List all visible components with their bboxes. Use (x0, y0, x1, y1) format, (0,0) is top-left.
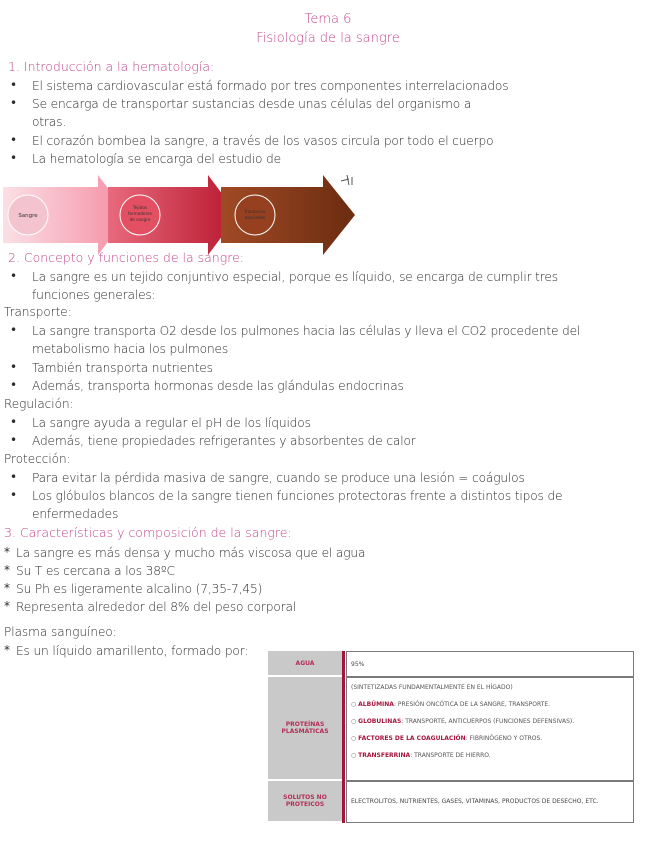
accent-bar (342, 781, 345, 823)
table-header-agua: AGUA (268, 651, 342, 677)
item-name: GLOBULINAS (358, 718, 402, 725)
proteccion-bullet-2-cont: enfermedades (32, 507, 119, 521)
s1-bullet-1: El sistema cardiovascular está formado por tres componentes interrelacionados (32, 79, 509, 93)
list-item: ○ FACTORES DE LA COAGULACIÓN: FIBRINÓGENO Y OTROS. (351, 735, 543, 742)
page-subtitle: Fisiología de la sangre (256, 31, 400, 46)
table-value-agua: 95% (346, 651, 634, 677)
table-header-solutos: SOLUTOS NO PROTEICOS (268, 781, 342, 823)
proteccion-bullet-2: Los glóbulos blancos de la sangre tienen funciones protectoras frente a distintos tipos de (32, 489, 563, 503)
transporte-bullet-1: La sangre transporta O2 desde los pulmones hacia las células y lleva el CO2 procedente del (32, 324, 581, 338)
bullet-dot: • (10, 415, 18, 429)
table-row (268, 781, 634, 823)
proteinas-intro: (SINTETIZADAS FUNDAMENTALMENTE EN EL HÍGADO) (351, 684, 513, 691)
list-item: ○ GLOBULINAS: TRANSPORTE, ANTICUERPOS (FUNCIONES DEFENSIVAS). (351, 718, 575, 725)
item-desc: : TRANSPORTE DE HIERRO. (410, 752, 491, 759)
section-2-heading: 2. Concepto y funciones de la sangre: (8, 250, 244, 265)
diagram-step-1-label: Sangre (18, 213, 38, 219)
regulacion-bullet-1: La sangre ayuda a regular el pH de los líquidos (32, 416, 311, 430)
item-name: ALBÚMINA (358, 701, 394, 708)
table-value-solutos: ELECTROLITOS, NUTRIENTES, GASES, VITAMINAS, PRODUCTOS DE DESECHO, ETC. (346, 781, 634, 823)
bullet-dot: • (10, 133, 18, 147)
transporte-bullet-3: Además, transporta hormonas desde las glándulas endocrinas (32, 379, 404, 393)
item-name: FACTORES DE LA COAGULACIÓN (358, 735, 466, 742)
bullet-dot: • (10, 269, 18, 283)
s3-bullet-2: Su T es cercana a los 38ºC (16, 564, 175, 578)
table-header-proteinas: PROTEÍNAS PLASMÁTICAS (268, 677, 342, 781)
s3-bullet-3: Su Ph es ligeramente alcalino (7,35-7,45) (16, 582, 263, 596)
bullet-dot: • (10, 433, 18, 447)
s2-intro-1: La sangre es un tejido conjuntivo especial, porque es líquido, se encarga de cumplir tres (32, 270, 558, 284)
bullet-dot: • (10, 151, 18, 165)
proteccion-bullet-1: Para evitar la pérdida masiva de sangre, cuando se produce una lesión = coágulos (32, 471, 525, 485)
bullet-dot: • (10, 323, 18, 337)
list-item: ○ TRANSFERRINA: TRANSPORTE DE HIERRO. (351, 752, 491, 759)
s1-bullet-3: El corazón bombea la sangre, a través de los vasos circula por todo el cuerpo (32, 134, 494, 148)
item-name: TRANSFERRINA (358, 752, 411, 759)
bullet-dot: • (10, 378, 18, 392)
item-desc: : FIBRINÓGENO Y OTROS. (465, 735, 543, 742)
asterisk-bullet: * (4, 581, 10, 595)
s1-bullet-4: La hematología se encarga del estudio de (32, 152, 281, 166)
bullet-dot: • (10, 360, 18, 374)
section-1-heading: 1. Introducción a la hematología: (8, 59, 215, 74)
pencil-mark-icon (341, 175, 352, 185)
transporte-bullet-2: También transporta nutrientes (32, 361, 213, 375)
table-row (268, 677, 634, 781)
s3-bullet-4: Representa alrededor del 8% del peso corporal (16, 600, 297, 614)
bullet-dot: • (10, 96, 18, 110)
plasma-composition-table (268, 651, 634, 823)
asterisk-bullet: * (4, 643, 10, 657)
list-item: ○ ALBÚMINA: PRESIÓN ONCÓTICA DE LA SANGRE, TRANSPORTE. (351, 701, 551, 708)
item-desc: : PRESIÓN ONCÓTICA DE LA SANGRE, TRANSPORTE. (393, 701, 551, 708)
diagram-step-3-label-line-2: asociados (244, 215, 266, 220)
asterisk-bullet: * (4, 563, 10, 577)
diagram-step-3-label-line-1: Trastornos (244, 209, 266, 214)
asterisk-bullet: * (4, 545, 10, 559)
accent-bar (342, 651, 345, 677)
diagram-step-2-label-line-1: Tejidos (132, 205, 148, 210)
plasma-label: Plasma sanguíneo: (4, 625, 117, 639)
transporte-bullet-1-cont: metabolismo hacia los pulmones (32, 342, 229, 356)
s1-bullet-2-cont: otras. (32, 115, 67, 129)
bullet-dot: • (10, 470, 18, 484)
bullet-dot: • (10, 78, 18, 92)
diagram-step-2-label-line-3: de sangre (129, 217, 151, 222)
item-desc: : TRANSPORTE, ANTICUERPOS (FUNCIONES DEFENSIVAS). (401, 718, 575, 725)
proteccion-label: Protección: (4, 452, 71, 466)
accent-bar (342, 677, 345, 781)
section-3-heading: 3. Características y composición de la sangre: (4, 525, 292, 540)
regulacion-label: Regulación: (4, 397, 74, 411)
bullet-dot: • (10, 488, 18, 502)
s2-intro-2: funciones generales: (32, 288, 156, 302)
asterisk-bullet: * (4, 599, 10, 613)
s1-bullet-2: Se encarga de transportar sustancias desde unas células del organismo a (32, 97, 472, 111)
diagram-step-2-label-line-2: formadores (128, 211, 152, 216)
transporte-label: Transporte: (4, 305, 72, 319)
table-row (268, 651, 634, 677)
s3-bullet-1: La sangre es más densa y mucho más viscosa que el agua (16, 546, 366, 560)
page-title: Tema 6 (304, 12, 352, 27)
regulacion-bullet-2: Además, tiene propiedades refrigerantes y absorbentes de calor (32, 434, 416, 448)
table-value-proteinas (346, 677, 634, 781)
plasma-description: Es un líquido amarillento, formado por: (16, 644, 249, 658)
hematology-diagram (3, 175, 378, 255)
